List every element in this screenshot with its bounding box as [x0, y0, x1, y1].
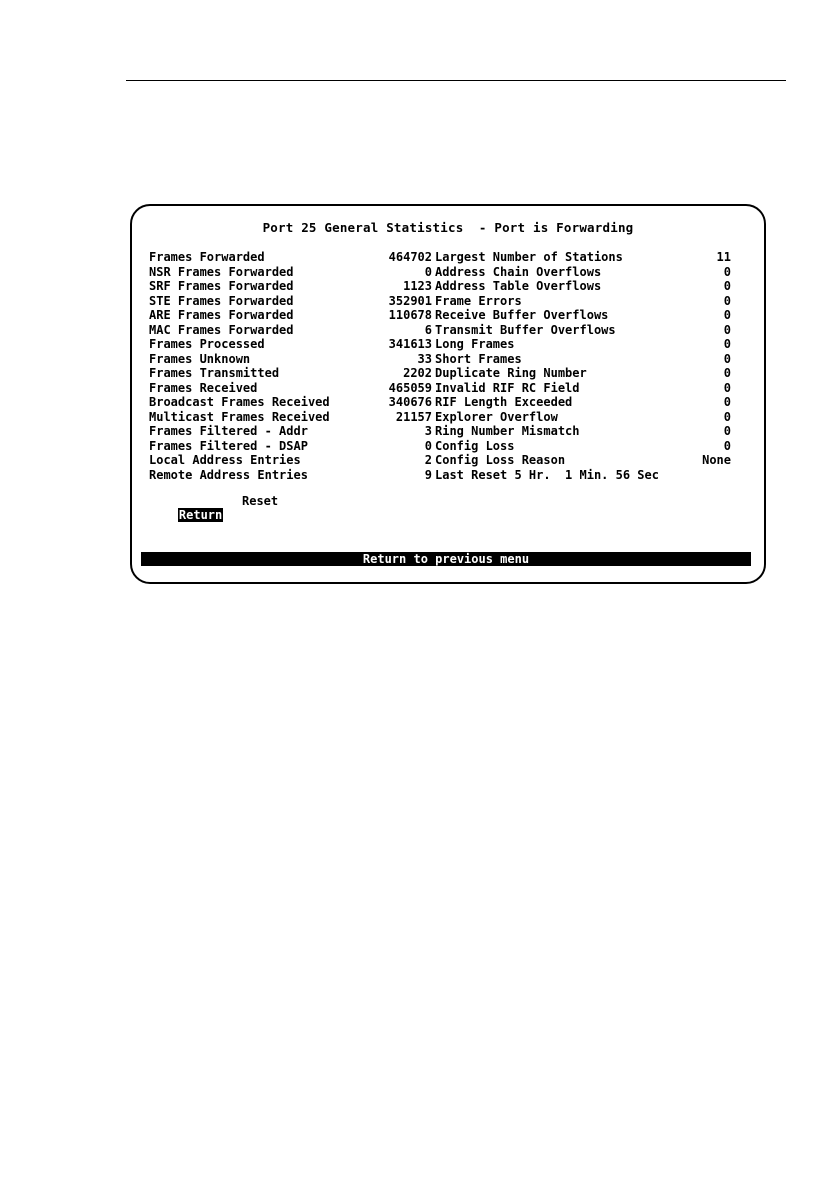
stat-value-left: 465059	[388, 380, 432, 395]
stat-label-left: ARE Frames Forwarded	[149, 308, 294, 322]
stat-value-left: 341613	[388, 337, 432, 351]
stat-row	[149, 323, 731, 338]
stat-label-right: Frame Errors	[435, 293, 522, 308]
stat-label-left: Frames Unknown	[149, 351, 251, 366]
stat-label-left: NSR Frames Forwarded	[149, 264, 294, 279]
stat-value-right: 0	[723, 351, 731, 366]
stat-value-left: 0	[424, 264, 432, 279]
stat-label-left: MAC Frames Forwarded	[149, 322, 294, 337]
stat-value-left: 340676	[388, 395, 432, 409]
stat-label-left: STE Frames Forwarded	[149, 293, 294, 308]
stat-label-left: Frames Transmitted	[149, 366, 280, 380]
return-button[interactable]: Return	[178, 508, 223, 522]
stat-label-left: Local Address Entries	[149, 453, 301, 467]
stat-value-right: None	[702, 453, 731, 467]
stat-label-right: Config Loss Reason	[435, 453, 566, 467]
stat-label-right: Invalid RIF RC Field	[435, 380, 580, 395]
stat-label-right: Receive Buffer Overflows	[435, 308, 609, 322]
stat-row	[149, 439, 731, 454]
stat-row	[149, 410, 731, 425]
action-menu	[149, 494, 279, 550]
stat-row	[149, 279, 731, 294]
reset-button[interactable]: Reset	[242, 494, 279, 508]
stat-value-right: 0	[723, 409, 731, 424]
stat-value-right: 0	[723, 279, 731, 293]
stat-row	[149, 308, 731, 323]
stat-label-left: Frames Received	[149, 380, 258, 395]
stat-row	[149, 294, 731, 309]
stat-row	[149, 468, 731, 483]
stat-value-right: 0	[723, 264, 731, 279]
stat-value-right: 11	[716, 250, 731, 264]
stat-label-right: Explorer Overflow	[435, 409, 558, 424]
stat-value-right: 0	[723, 308, 731, 322]
status-bar: Return to previous menu	[141, 552, 751, 566]
stat-label-right: Duplicate Ring Number	[435, 366, 587, 380]
stat-label-right: Long Frames	[435, 337, 515, 351]
stat-label-right: Short Frames	[435, 351, 522, 366]
stat-label-left: Remote Address Entries	[149, 467, 308, 482]
stat-row	[149, 337, 731, 352]
stat-value-right: 0	[723, 395, 731, 409]
stat-value-right: 0	[723, 322, 731, 337]
stat-value-left: 6	[424, 322, 432, 337]
stat-label-right: Transmit Buffer Overflows	[435, 322, 616, 337]
terminal-screen	[130, 204, 766, 584]
stat-value-left: 33	[417, 351, 432, 366]
stat-value-right: 0	[723, 337, 731, 351]
screen-title: Port 25 General Statistics - Port is Forwarding	[262, 220, 634, 235]
stat-label-left: Frames Filtered - DSAP	[149, 438, 308, 453]
stat-row	[149, 424, 731, 439]
stat-label-left: Frames Filtered - Addr	[149, 424, 308, 438]
page-header-rule	[126, 80, 786, 81]
stat-value-left: 3	[424, 424, 432, 438]
stat-label-right: Config Loss	[435, 438, 515, 453]
statistics-table	[149, 250, 731, 482]
stat-value-right: 0	[723, 366, 731, 380]
stat-label-right: Largest Number of Stations	[435, 250, 623, 264]
stat-label-left: SRF Frames Forwarded	[149, 279, 294, 293]
stat-label-right: Ring Number Mismatch	[435, 424, 580, 438]
stat-label-left: Multicast Frames Received	[149, 409, 330, 424]
stat-label-right: Address Table Overflows	[435, 279, 602, 293]
stat-value-left: 2202	[403, 366, 432, 380]
stat-label-right: RIF Length Exceeded	[435, 395, 573, 409]
stat-value-left: 110678	[388, 308, 432, 322]
stat-row	[149, 381, 731, 396]
stat-row	[149, 395, 731, 410]
stat-label-right: Last Reset 5 Hr. 1 Min. 56 Sec	[435, 467, 659, 482]
stat-row	[149, 250, 731, 265]
stat-value-left: 464702	[388, 250, 432, 264]
stat-label-left: Broadcast Frames Received	[149, 395, 330, 409]
stat-value-left: 0	[424, 438, 432, 453]
stat-value-left: 1123	[403, 279, 432, 293]
stat-label-right: Address Chain Overflows	[435, 264, 602, 279]
stat-label-left: Frames Processed	[149, 337, 265, 351]
stat-row	[149, 352, 731, 367]
stat-value-left: 352901	[388, 293, 432, 308]
stat-row	[149, 265, 731, 280]
stat-label-left: Frames Forwarded	[149, 250, 265, 264]
stat-value-left: 21157	[395, 409, 432, 424]
stat-value-right: 0	[723, 380, 731, 395]
stat-value-right: 0	[723, 424, 731, 438]
stat-value-right: 0	[723, 438, 731, 453]
stat-value-left: 9	[424, 467, 432, 482]
stat-row	[149, 366, 731, 381]
stat-row	[149, 453, 731, 468]
stat-value-right: 0	[723, 293, 731, 308]
stat-value-left: 2	[424, 453, 432, 467]
